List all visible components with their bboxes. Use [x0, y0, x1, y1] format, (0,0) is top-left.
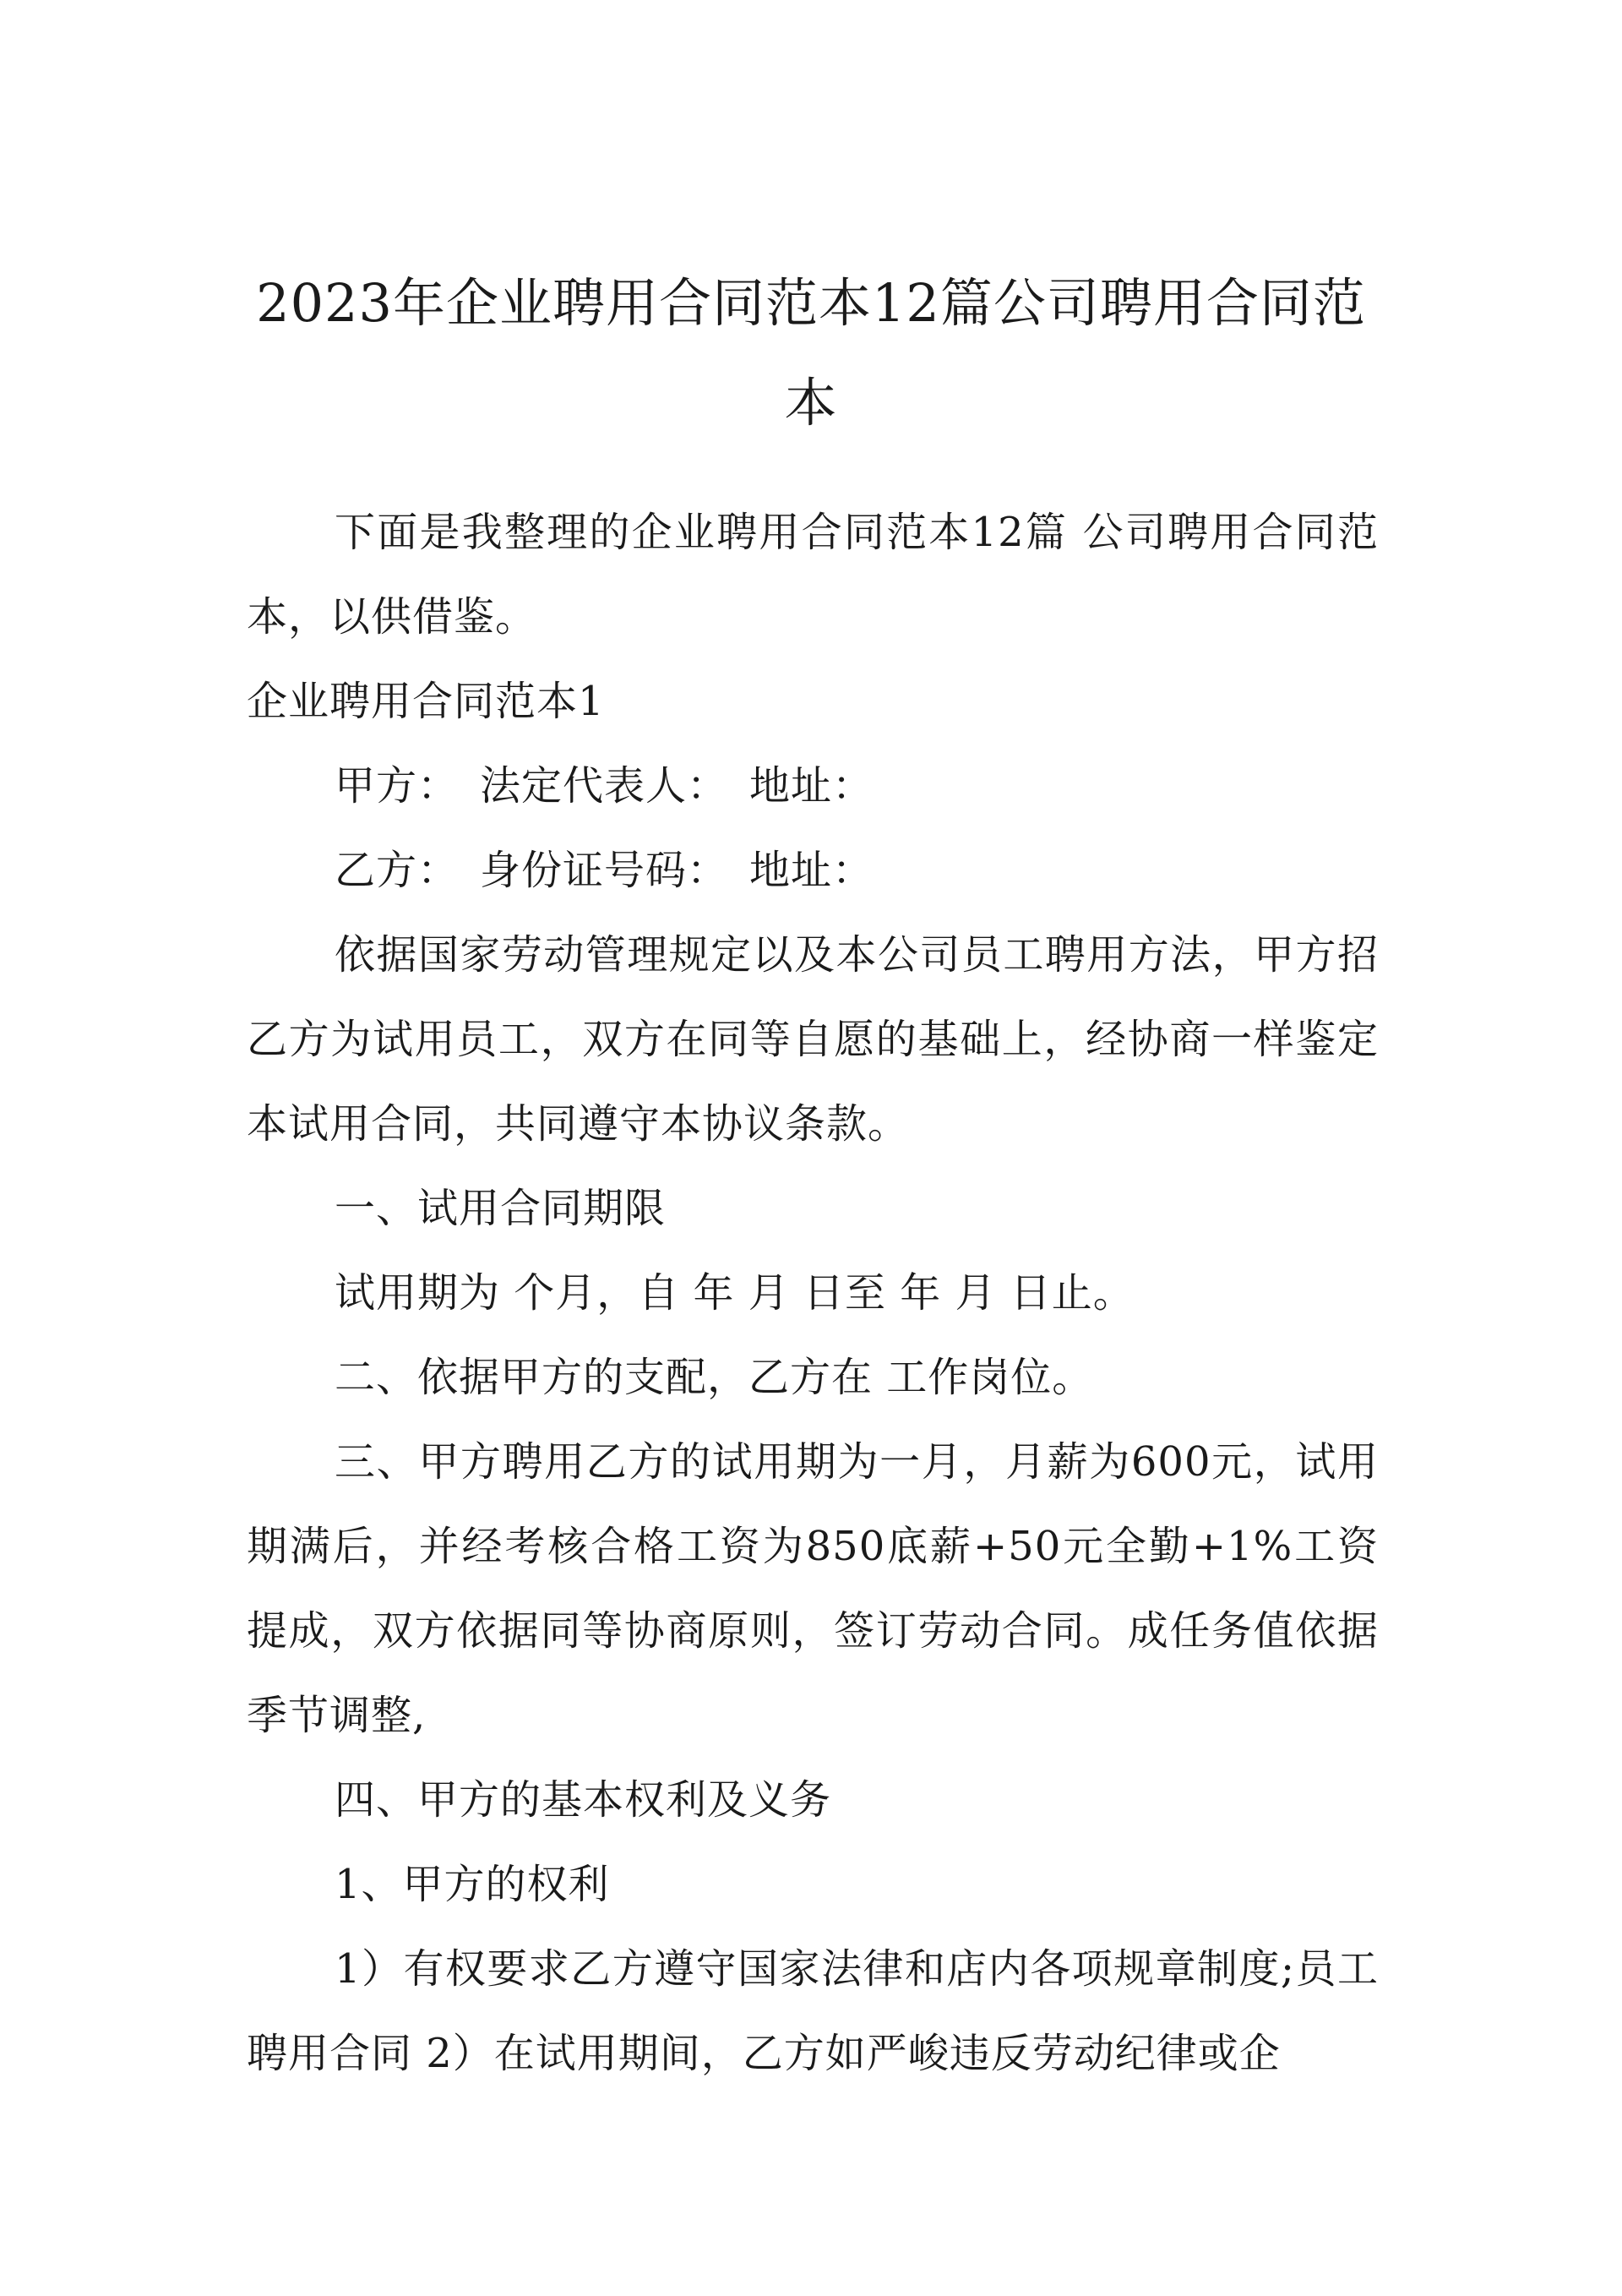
party-b-line: 乙方： 身份证号码： 地址： — [335, 847, 874, 894]
section-heading-contract-1: 企业聘用合同范本1 — [247, 678, 605, 725]
clause-1-heading: 一、试用合同期限 — [335, 1185, 667, 1232]
preamble-paragraph: 依据国家劳动管理规定以及本公司员工聘用方法，甲方招乙方为试用员工，双方在同等自愿的基础上，经协商一样鉴定本试用合同，共同遵守本协议条款。 — [247, 931, 1379, 1148]
trial-period-line: 试用期为 个月，自 年 月 日至 年 月 日止。 — [335, 1269, 1135, 1317]
party-a-rights-paragraph: 1）有权要求乙方遵守国家法律和店内各项规章制度;员工聘用合同 2）在试用期间，乙方如严峻违反劳动纪律或企 — [247, 1945, 1379, 2077]
party-a-line: 甲方： 法定代表人： 地址： — [335, 762, 874, 810]
clause-4-heading: 四、甲方的基本权利及义务 — [335, 1776, 832, 1824]
party-a-rights-heading: 1、甲方的权利 — [335, 1861, 610, 1908]
intro-paragraph: 下面是我整理的企业聘用合同范本12篇 公司聘用合同范本，以供借鉴。 — [247, 509, 1379, 641]
document-body — [247, 490, 1379, 2096]
clause-3-paragraph: 三、甲方聘用乙方的试用期为一月，月薪为600元，试用期满后，并经考核合格工资为850底薪+50元全勤+1%工资提成，双方依据同等协商原则，签订劳动合同。成任务值依据季节调整, — [247, 1438, 1379, 1739]
document-title: 2023年企业聘用合同范本12篇公司聘用合同范本 — [256, 272, 1366, 434]
clause-2-line: 二、依据甲方的支配，乙方在 工作岗位。 — [335, 1354, 1094, 1401]
